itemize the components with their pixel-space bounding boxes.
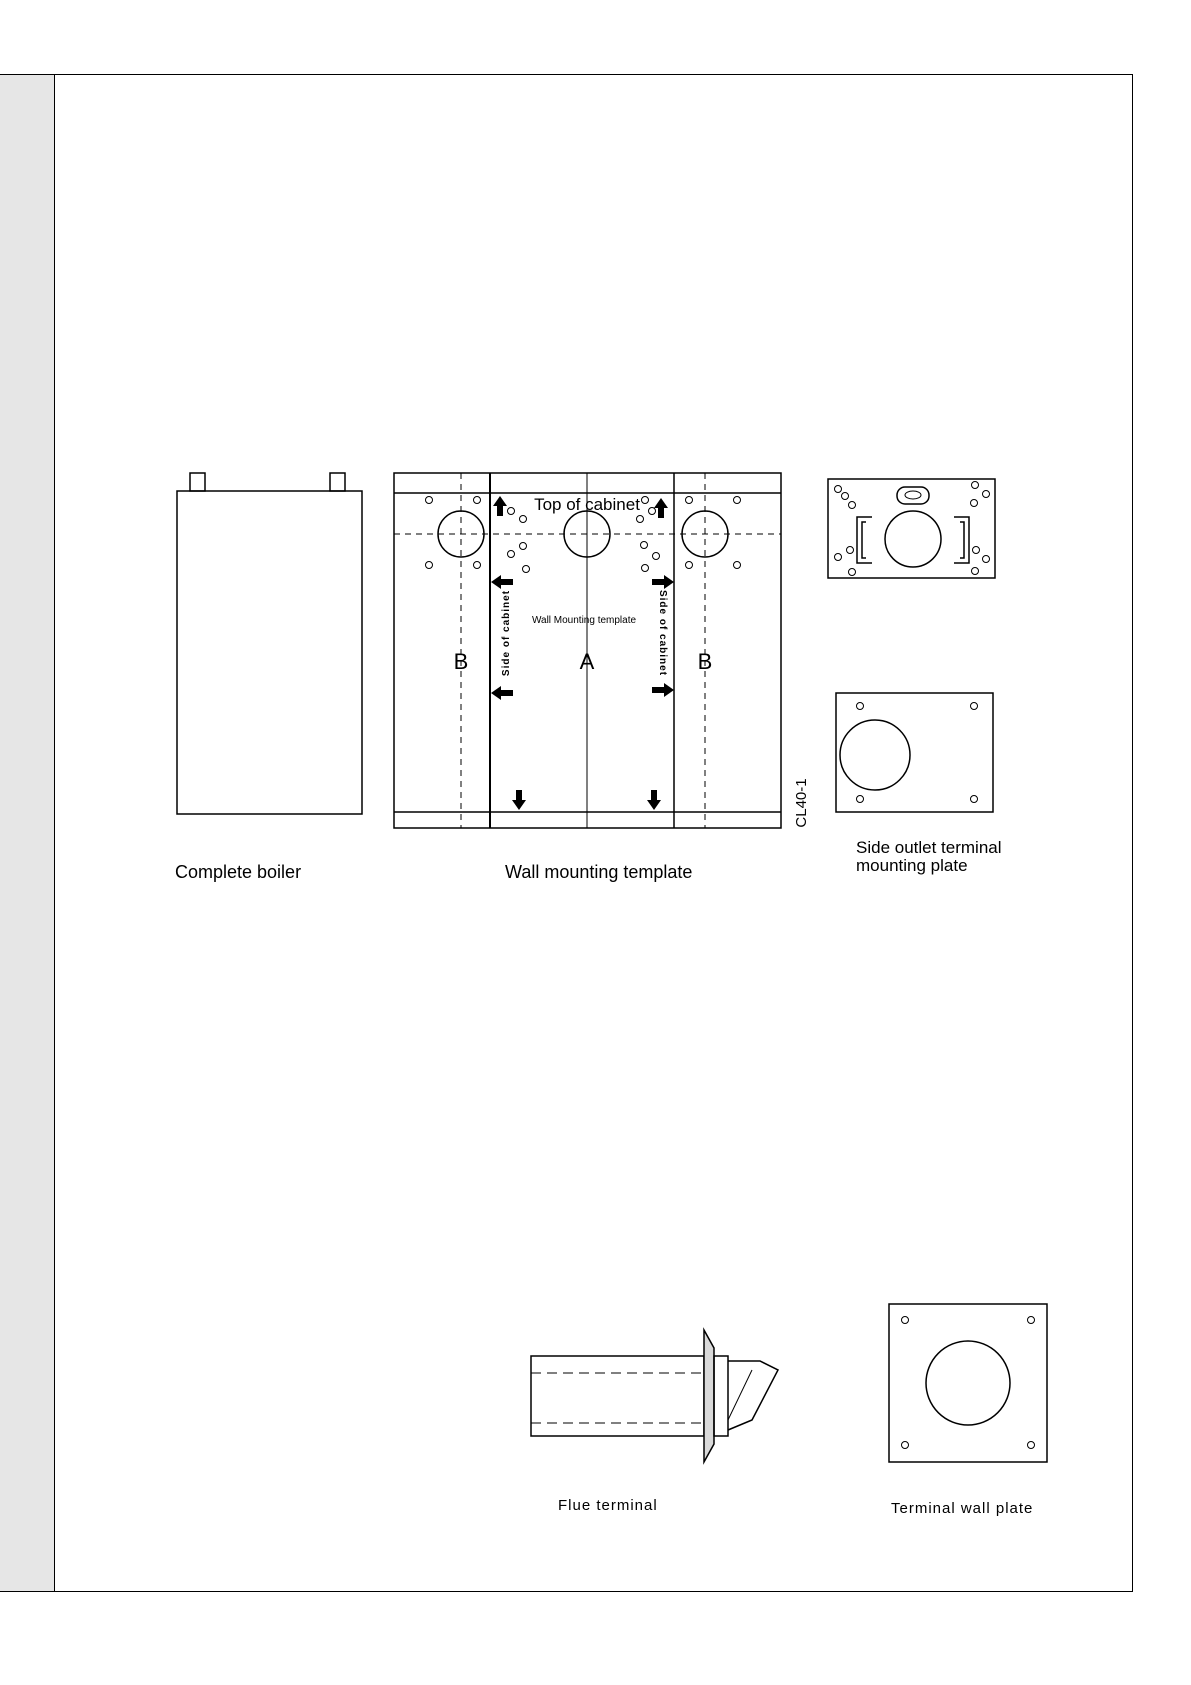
complete-boiler-caption: Complete boiler xyxy=(175,862,302,882)
zone-b-right-label: B xyxy=(697,649,713,674)
side-outlet-square-plate-illustration xyxy=(836,693,993,812)
boiler-illustration xyxy=(177,473,362,814)
side-outlet-plate-illustration xyxy=(828,479,995,578)
side-of-cabinet-left-label: Side of cabinet xyxy=(501,589,512,677)
side-of-cabinet-right-label: Side of cabinet xyxy=(657,589,668,677)
top-of-cabinet-label: Top of cabinet xyxy=(534,495,640,514)
terminal-wall-plate-caption: Terminal wall plate xyxy=(891,1500,1034,1517)
flue-terminal-illustration xyxy=(531,1330,778,1462)
flue-terminal-caption: Flue terminal xyxy=(558,1497,658,1514)
zone-a-label: A xyxy=(579,649,595,674)
wall-mounting-template-caption: Wall mounting template xyxy=(505,862,693,882)
side-outlet-plate-caption: Side outlet terminal mounting plate xyxy=(856,838,1002,875)
zone-b-left-label: B xyxy=(453,649,469,674)
terminal-wall-plate-illustration xyxy=(889,1304,1047,1462)
figure-code-label: CL40-1 xyxy=(793,778,810,828)
wall-mounting-template-label: Wall Mounting template xyxy=(531,615,637,626)
